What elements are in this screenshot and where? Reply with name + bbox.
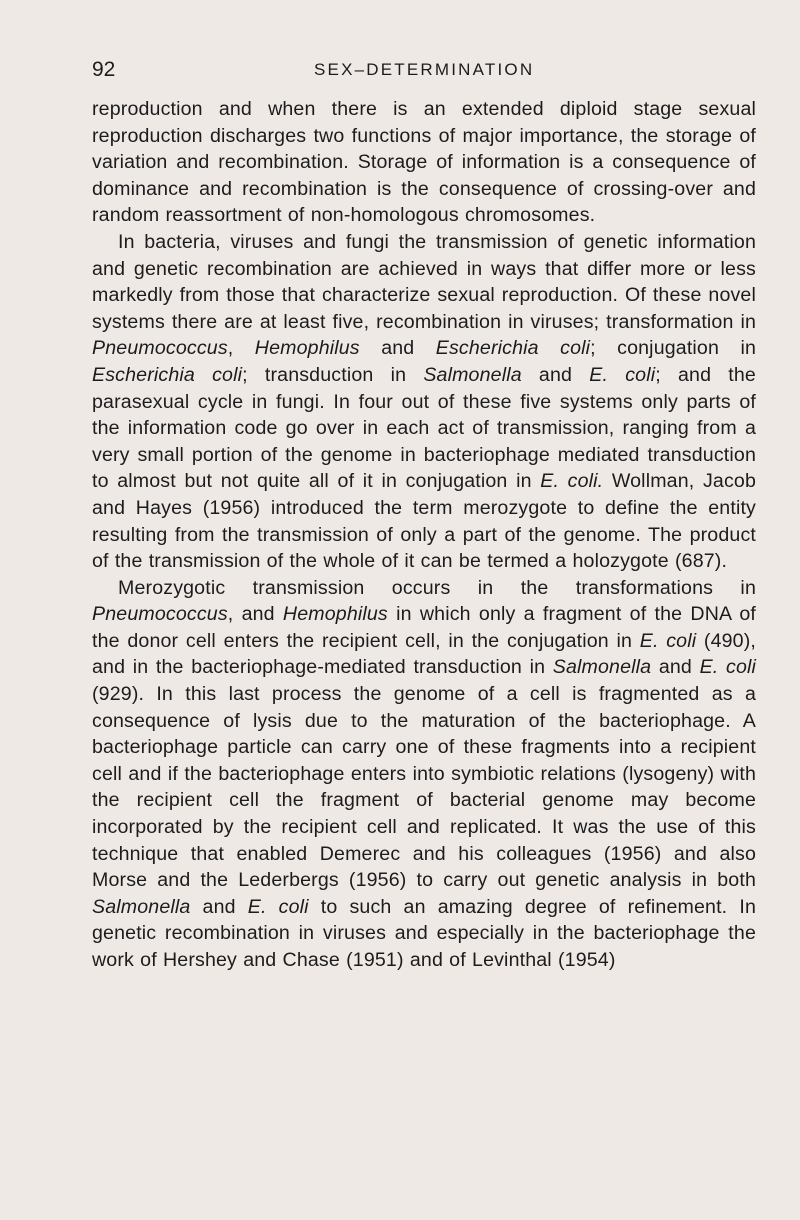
text-run: , and [227, 603, 283, 626]
running-title: SEX–DETERMINATION [314, 60, 535, 79]
paragraph-2 [92, 229, 756, 575]
italic-term: Escherichia coli [435, 337, 591, 360]
text-run: ; conjugation in [590, 337, 756, 360]
running-head [92, 56, 756, 96]
italic-term: Hemophilus [282, 603, 388, 626]
italic-term: E. coli [589, 363, 656, 386]
italic-term: E. coli [639, 629, 697, 652]
italic-term: Salmonella [92, 895, 191, 918]
text-run: in which only a fragment of the DNA of the donor cell enters the recipient cell, in the conjugation in [92, 603, 756, 652]
text-run: (490), and in the bacteriophage-mediated transduction in [92, 629, 756, 679]
italic-term: Hemophilus [254, 337, 360, 360]
italic-term: Pneumococcus [92, 337, 228, 360]
text-run: reproduction and when there is an extended diploid stage sexual reproduction discharges two functions of major importance, the storage of variation and recombination. Storage of information is a consequence of dominance and recombination is the consequence of crossing-over and random reassortment of non-homologous chromosomes. [92, 98, 756, 227]
text-run: Merozygotic transmission occurs in the transformations in [118, 576, 756, 599]
text-run: Wollman, Jacob and Hayes (1956) introduced the term merozygote to define the entity resulting from the transmission of only a part of the genome. The product of the transmission of the whole of it can be termed a holozygote (687). [92, 470, 756, 573]
body-text [92, 96, 756, 974]
paragraph-1 [92, 96, 756, 229]
italic-term: E. coli. [540, 470, 604, 493]
paragraph-3 [92, 575, 756, 974]
italic-term: E. coli [699, 656, 757, 679]
text-run: ; and the parasexual cycle in fungi. In four out of these five systems only parts of the information code go over in each act of transmission, ranging from a very small portion of the genome in bacteriophage mediated transduction to almost but not quite all of it in conjugation in [92, 363, 756, 493]
text-run: and [651, 656, 700, 679]
italic-term: Escherichia coli [92, 363, 243, 386]
text-run: and [190, 895, 248, 918]
italic-term: Salmonella [552, 656, 652, 679]
italic-term: E. coli [247, 895, 309, 918]
text-run: and [359, 337, 436, 360]
text-run: and [521, 363, 590, 386]
text-run: (929). In this last process the genome of a cell is fragmented as a consequence of lysis due to the maturation of the bacteriophage. A bacteriophage particle can carry one of these fragments into a recipient cell and if the bacteriophage enters into symbiotic relations (lysogeny) with the recipient cell the fragment of bacterial genome may become incorporated by the recipient cell and replicated. It was the use of this technique that enabled Demerec and his colleagues (1956) and also Morse and the Lederbergs (1956) to carry out genetic analysis in both [92, 683, 756, 892]
italic-term: Salmonella [423, 363, 522, 386]
text-run: In bacteria, viruses and fungi the transmission of genetic information and genetic recombination are achieved in ways that differ more or less markedly from those that characterize sexual reproduction. Of these novel systems there are at least five, recombination in viruses; transformation in [92, 230, 756, 333]
text-run: ; transduction in [242, 363, 424, 386]
page-number: 92 [92, 58, 116, 81]
text-run: to such an amazing degree of refinement. In genetic recombination in viruses and especially in the bacteriophage the work of Hershey and Chase (1951) and of Levinthal (1954) [92, 895, 757, 971]
text-run: , [227, 337, 255, 360]
italic-term: Pneumococcus [92, 603, 228, 626]
